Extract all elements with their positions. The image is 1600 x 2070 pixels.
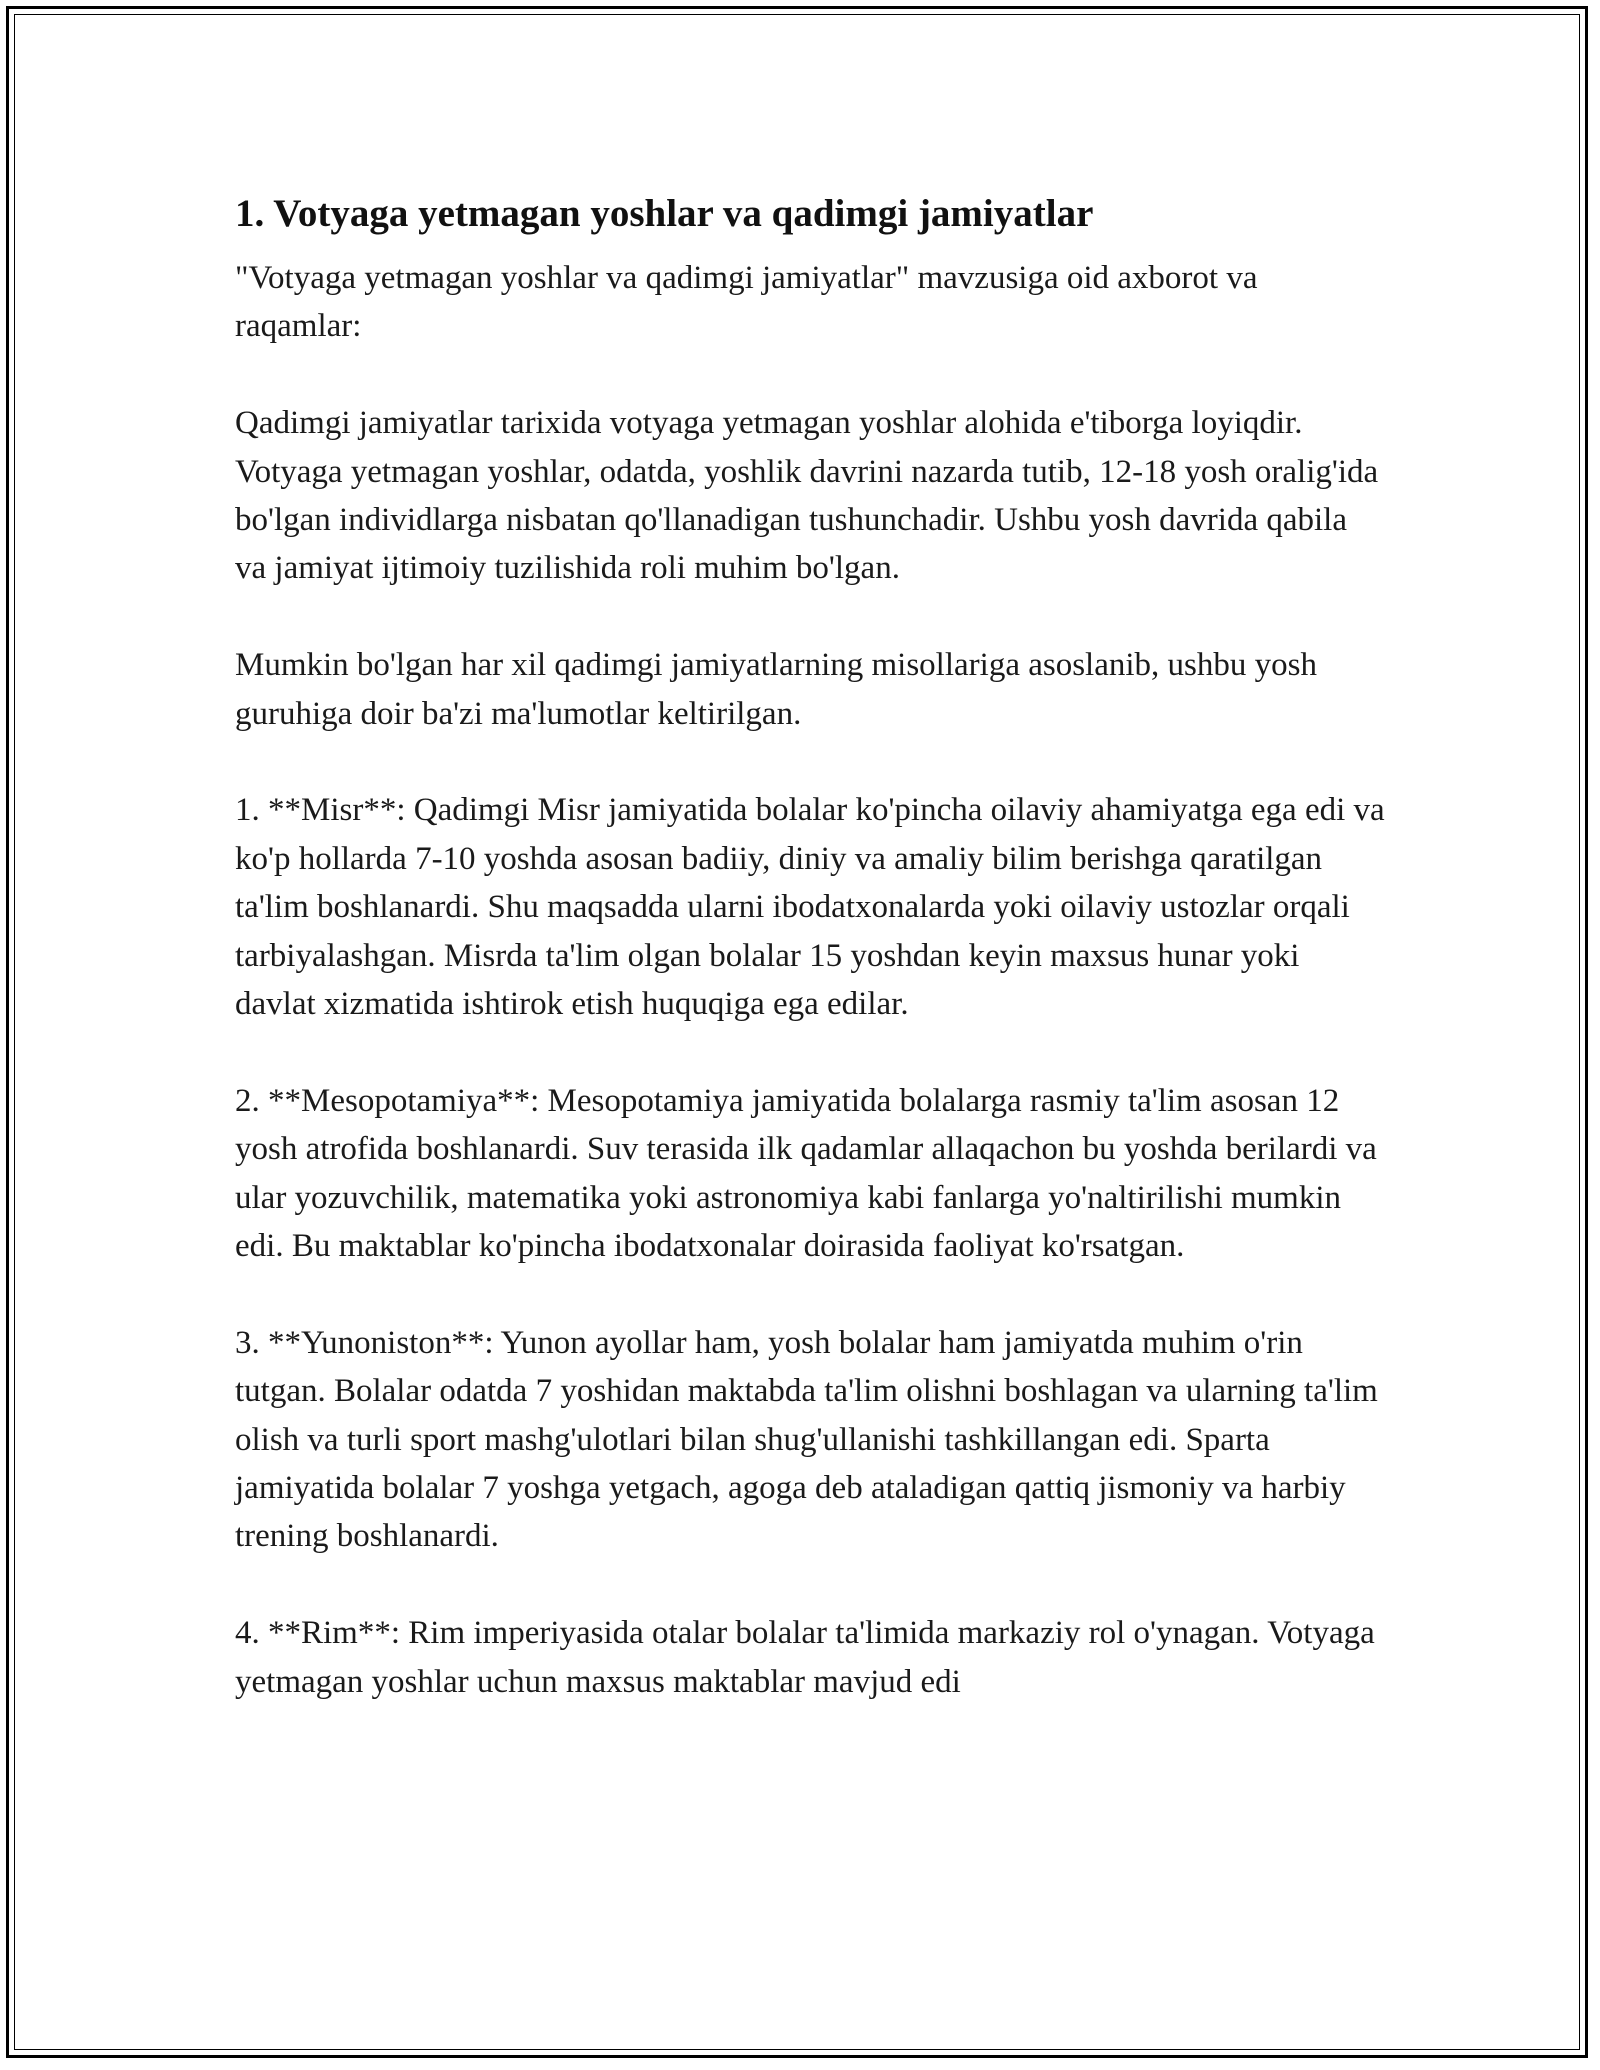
paragraph-intro: "Votyaga yetmagan yoshlar va qadimgi jamiyatlar" mavzusiga oid axborot va raqamlar: bbox=[235, 260, 1258, 345]
paragraph-rome: 4. **Rim**: Rim imperiyasida otalar bolalar ta'limida markaziy rol o'ynagan. Votyaga yetmagan yoshlar uchun maxsus maktablar mavjud edi bbox=[235, 1615, 1375, 1700]
section-heading: 1. Votyaga yetmagan yoshlar va qadimgi jamiyatlar bbox=[235, 192, 1094, 235]
document-body bbox=[235, 188, 1385, 1706]
paragraph-greece: 3. **Yunoniston**: Yunon ayollar ham, yosh bolalar ham jamiyatda muhim o'rin tutgan. Bolalar odatda 7 yoshidan maktabda ta'lim olishni boshlagan va ularning ta'lim olish va turli sport mashg'ulotlari bilan shug'ullanishi tashkillangan edi. Sparta jamiyatida bolalar 7 yoshga yetgach, agoga deb ataladigan qattiq jismoniy va harbiy trening boshlanardi. bbox=[235, 1324, 1378, 1555]
paragraph-mesopotamia: 2. **Mesopotamiya**: Mesopotamiya jamiyatida bolalarga rasmiy ta'lim asosan 12 yosh atrofida boshlanardi. Suv terasida ilk qadamlar allaqachon bu yoshda berilardi va ular yozuvchilik, matematika yoki astronomiya kabi fanlarga yo'naltirilishi mumkin edi. Bu maktablar ko'pincha ibodatxonalar doirasida faoliyat ko'rsatgan. bbox=[235, 1082, 1377, 1265]
paragraph-egypt: 1. **Misr**: Qadimgi Misr jamiyatida bolalar ko'pincha oilaviy ahamiyatga ega edi va ko'p hollarda 7-10 yoshda asosan badiiy, diniy va amaliy bilim berishga qaratilgan ta'lim boshlanardi. Shu maqsadda ularni ibodatxonalarda yoki oilaviy ustozlar orqali tarbiyalashgan. Misrda ta'lim olgan bolalar 15 yoshdan keyin maxsus hunar yoki davlat xizmatida ishtirok etish huquqiga ega edilar. bbox=[235, 792, 1385, 1023]
paragraph-overview: Qadimgi jamiyatlar tarixida votyaga yetmagan yoshlar alohida e'tiborga loyiqdir. Votyaga yetmagan yoshlar, odatda, yoshlik davrini nazarda tutib, 12-18 yosh oralig'ida bo'lgan individlarga nisbatan qo'llanadigan tushunchadir. Ushbu yosh davrida qabila va jamiyat ijtimoiy tuzilishida roli muhim bo'lgan. bbox=[235, 405, 1379, 587]
paragraph-examples-intro: Mumkin bo'lgan har xil qadimgi jamiyatlarning misollariga asoslanib, ushbu yosh guruhiga doir ba'zi ma'lumotlar keltirilgan. bbox=[235, 647, 1317, 732]
